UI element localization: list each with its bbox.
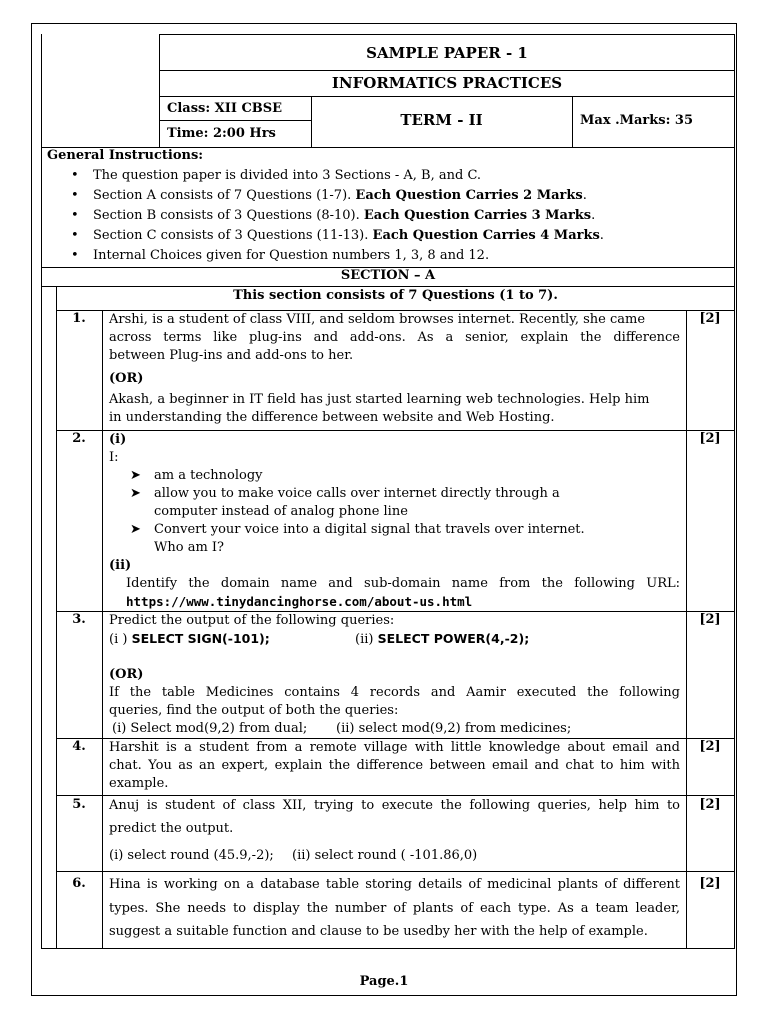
arrow-bullet-icon: ➤ [130,468,141,483]
paper-title: SAMPLE PAPER - 1 [366,44,528,62]
marks: [2] [699,739,721,754]
question-number: 1. [72,311,86,326]
instruction-item: • Internal Choices given for Question numbers 1, 3, 8 and 12. [41,246,731,266]
arrow-bullet-icon: ➤ [130,486,141,501]
subject-title: INFORMATICS PRACTICES [331,74,563,92]
term-label: TERM - II [400,111,483,129]
page-number: Page.1 [359,974,409,989]
instructions-list [41,166,731,266]
question-number: 2. [72,431,86,446]
marks: [2] [699,612,721,627]
url-text: https://www.tinydancinghorse.com/about-us.html [126,594,473,609]
marks: [2] [699,431,721,446]
arrow-bullet-icon: ➤ [130,522,141,537]
section-title: SECTION – A [340,268,436,283]
question-number: 6. [72,876,86,891]
instruction-item: • Section A consists of 7 Questions (1-7). Each Question Carries 2 Marks. [41,186,731,206]
marks: [2] [699,797,721,812]
class-label: Class: XII CBSE [167,101,283,116]
marks: [2] [699,876,721,891]
section-subtitle: This section consists of 7 Questions (1 to 7). [233,288,558,303]
instruction-item: • Section C consists of 3 Questions (11-13). Each Question Carries 4 Marks. [41,226,731,246]
question-number: 3. [72,612,86,627]
time-label: Time: 2:00 Hrs [167,126,276,141]
question-number: 5. [72,797,86,812]
instructions-heading: General Instructions: [47,148,204,163]
instruction-item: • The question paper is divided into 3 Sections - A, B, and C. [41,166,731,186]
max-marks: Max .Marks: 35 [580,113,694,128]
question-number: 4. [72,739,86,754]
marks: [2] [699,311,721,326]
instruction-item: • Section B consists of 3 Questions (8-10). Each Question Carries 3 Marks. [41,206,731,226]
